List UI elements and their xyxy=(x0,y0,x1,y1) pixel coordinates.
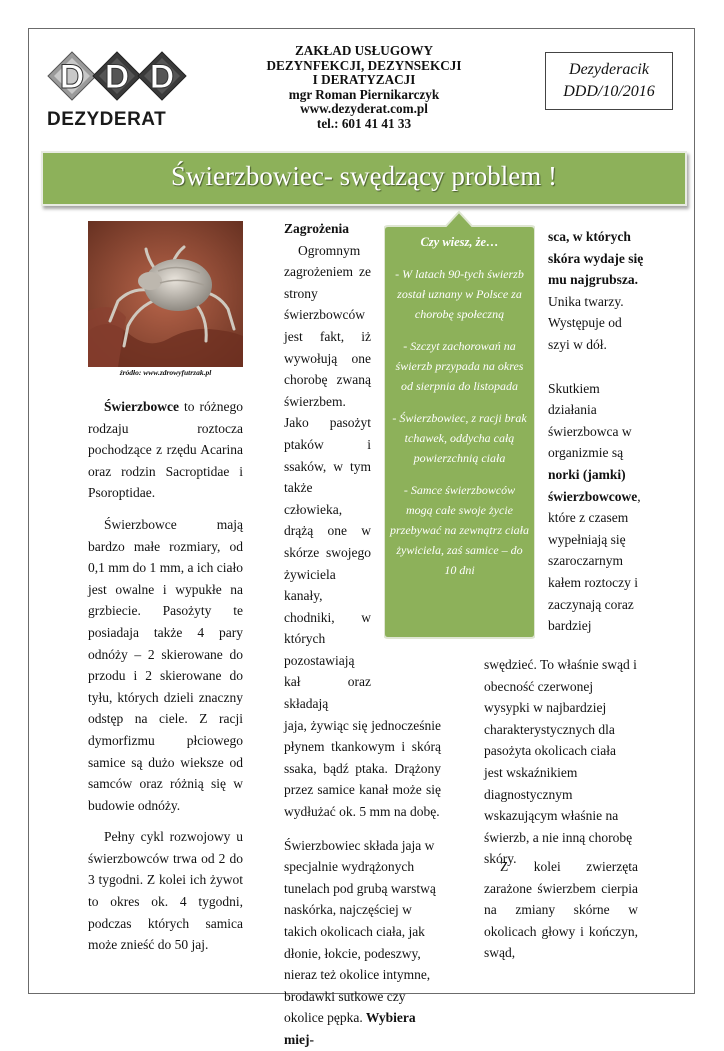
paragraph: Pełny cykl rozwojowy u świerzbowców trwa od 2 do 3 tygodni. Z kolei ich żywot to okres ok. 4 tygodni, podczas których samica może znieść do 50 jaj. xyxy=(88,829,243,953)
company-website[interactable]: www.dezyderat.com.pl xyxy=(300,101,428,117)
article-title: Świerzbowiec- swędzący problem ! xyxy=(170,161,558,191)
title-banner xyxy=(41,151,687,206)
svg-text:D: D xyxy=(149,58,175,96)
svg-text:D: D xyxy=(59,58,85,96)
company-owner: mgr Roman Piernikarczyk xyxy=(288,86,440,102)
paragraph: Z kolei zwierzęta zarażone świerzbem cierpia na zmiany skórne w okolicach głowy i kończyn, swąd, xyxy=(484,859,638,961)
issue-box xyxy=(545,52,673,110)
column-3-bottom xyxy=(484,856,638,964)
issue-name: Dezyderacik xyxy=(569,61,649,78)
company-line: DEZYNFEKCJI, DEZYNSEKCJI xyxy=(266,57,462,73)
company-line: ZAKŁAD USŁUGOWY xyxy=(294,43,434,58)
svg-text:D: D xyxy=(104,58,130,96)
section-heading: Zagrożenia xyxy=(284,221,349,236)
issue-number: DDD/10/2016 xyxy=(563,83,655,100)
mite-photo xyxy=(88,221,243,367)
photo-caption: źródło: www.zdrowyfutrzak.pl xyxy=(119,368,212,377)
paragraph: Świerzbowce to różnego rodzaju roztocza pochodzące z rzędu Acarina oraz rodzin Sacroptidae i Psoroptidae. xyxy=(88,399,243,501)
paragraph: swędzieć. To właśnie swąd i obecność czerwonej wysypki w najbardziej charakterystycznych dla pasożyta okolicach ciała jest wskaźnikiem diagnostycznym wskazującym właśnie na świerzb, a nie inną chorobę skóry. xyxy=(484,657,637,867)
paragraph: jaja, żywiąc się jednocześnie płynem tkankowym i skórą ssaka, bądź ptaka. Drążony przez samice kanał może się wydłużać ok. 5 mm na dobę. xyxy=(284,717,441,820)
logo-letters xyxy=(60,58,175,96)
company-line: I DERATYZACJI xyxy=(312,72,416,88)
paragraph: Świerzbowce mają bardzo małe rozmiary, od 0,1 mm do 1 mm, a ich ciało jest owalne i wypukłe na grzbiecie. Pasożyty te posiadaja także 4 pary odnóży – 2 skierowane do przodu i 2 skierowane do tyłu, których dzieli znaczny odstęp na ciele. Z racji dymorfizmu płciowego samice są dużo wieksze od samców oraz różnią się w budowie odnóży. xyxy=(88,516,243,813)
callout-title: Czy wiesz, że… xyxy=(420,235,499,249)
column-3 xyxy=(548,226,644,637)
callout-fact: - Świerzbowiec, z racji brak tchawek, oddycha całą powierzchnią ciała xyxy=(392,411,527,465)
paragraph: Skutkiem działania świerzbowca w organizmie są norki (jamki) świerzbowcowe, które z czasem wypełniają się szaroczarnym kałem roztoczy i zaczynają coraz bardziej xyxy=(548,380,641,634)
column-1 xyxy=(88,396,243,966)
company-info xyxy=(240,44,488,132)
callout-fact: - Szczyt zachorowań na świerzb przypada na okres od sierpnia do listopada xyxy=(395,339,524,393)
callout-fact: - W latach 90-tych świerzb został uznany w Polsce za chorobę społeczną xyxy=(395,267,524,321)
column-3-continued xyxy=(484,654,638,870)
bold-term: Świerzbowce xyxy=(104,399,179,414)
company-phone: tel.: 601 41 41 33 xyxy=(316,115,412,131)
paragraph: Świerzbowiec składa jaja w specjalnie wydrążonych tunelach pod grubą warstwą naskórka, najczęściej w takich okolicach ciała, jak dłonie, łokcie, podeszwy, nieraz też okolice intymne, brodawki sutkowe czy okolice pępka. Wybiera miej- xyxy=(284,837,436,1047)
callout-fact: - Samce świerzbowców mogą całe swoje życie przebywać na zewnątrz ciała żywiciela, zaś samice – do 10 dni xyxy=(390,483,529,577)
paragraph: sca, w których skóra wydaje się mu najgrubsza. Unika twarzy. Występuje od szyi w dół. xyxy=(548,229,644,352)
logo-wordmark: DEZYDERAT xyxy=(47,109,167,130)
did-you-know-box xyxy=(390,232,529,592)
paragraph: Ogromnym zagrożeniem ze strony świerzbowców jest fakt, iż wywołują one chorobę zwaną świerzbem. Jako pasożyt ptaków i ssaków, w tym także człowieka, drążą one w skórze swojego żywiciela kanały, chodniki, w których pozostawiają kał oraz składają xyxy=(284,242,371,712)
